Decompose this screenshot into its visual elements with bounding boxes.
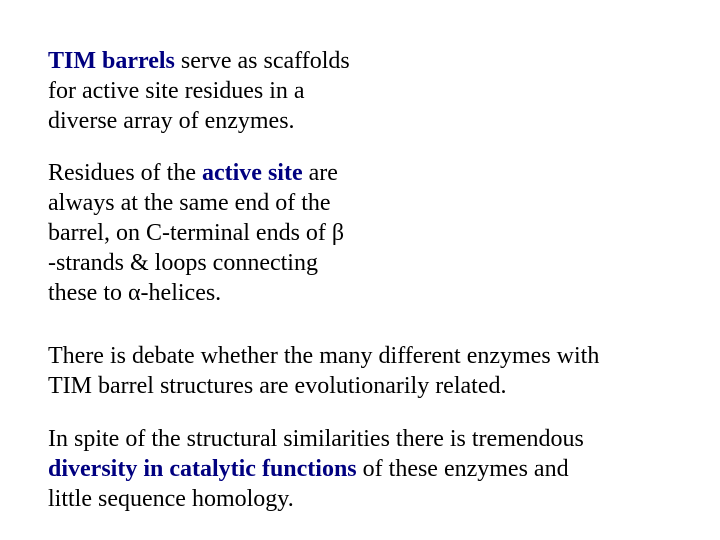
paragraph-1-line-1-text: serve as scaffolds bbox=[174, 48, 350, 74]
paragraph-debate bbox=[48, 341, 599, 401]
paragraph-1-line-2: for active site residues in a bbox=[48, 78, 305, 104]
paragraph-2-line-1-pre: Residues of the bbox=[48, 160, 202, 186]
paragraph-2-line-1 bbox=[48, 158, 344, 188]
paragraph-4-line-2-text: of these enzymes and bbox=[356, 456, 569, 482]
paragraph-1-line-3: diverse array of enzymes. bbox=[48, 108, 295, 134]
paragraph-2-line-1-post: are bbox=[302, 160, 338, 186]
paragraph-4-line-1: In spite of the structural similarities there is tremendous bbox=[48, 426, 584, 452]
paragraph-tim-barrels bbox=[48, 46, 350, 136]
paragraph-1-line-1 bbox=[48, 46, 350, 76]
paragraph-diversity bbox=[48, 424, 584, 514]
highlight-tim-barrels: TIM barrels bbox=[48, 48, 175, 74]
paragraph-active-site bbox=[48, 158, 344, 308]
highlight-diversity: diversity in catalytic functions bbox=[48, 456, 357, 482]
paragraph-2-line-3: barrel, on C-terminal ends of β bbox=[48, 220, 345, 246]
paragraph-2-line-2: always at the same end of the bbox=[48, 190, 331, 216]
highlight-active-site: active site bbox=[201, 160, 303, 186]
paragraph-3-line-2: TIM barrel structures are evolutionarily related. bbox=[48, 373, 507, 399]
paragraph-2-line-4: -strands & loops connecting bbox=[48, 250, 318, 276]
paragraph-4-line-2 bbox=[48, 454, 584, 484]
paragraph-2-line-5: these to α-helices. bbox=[48, 280, 222, 306]
paragraph-3-line-1: There is debate whether the many different enzymes with bbox=[48, 343, 600, 369]
paragraph-4-line-3: little sequence homology. bbox=[48, 486, 294, 512]
